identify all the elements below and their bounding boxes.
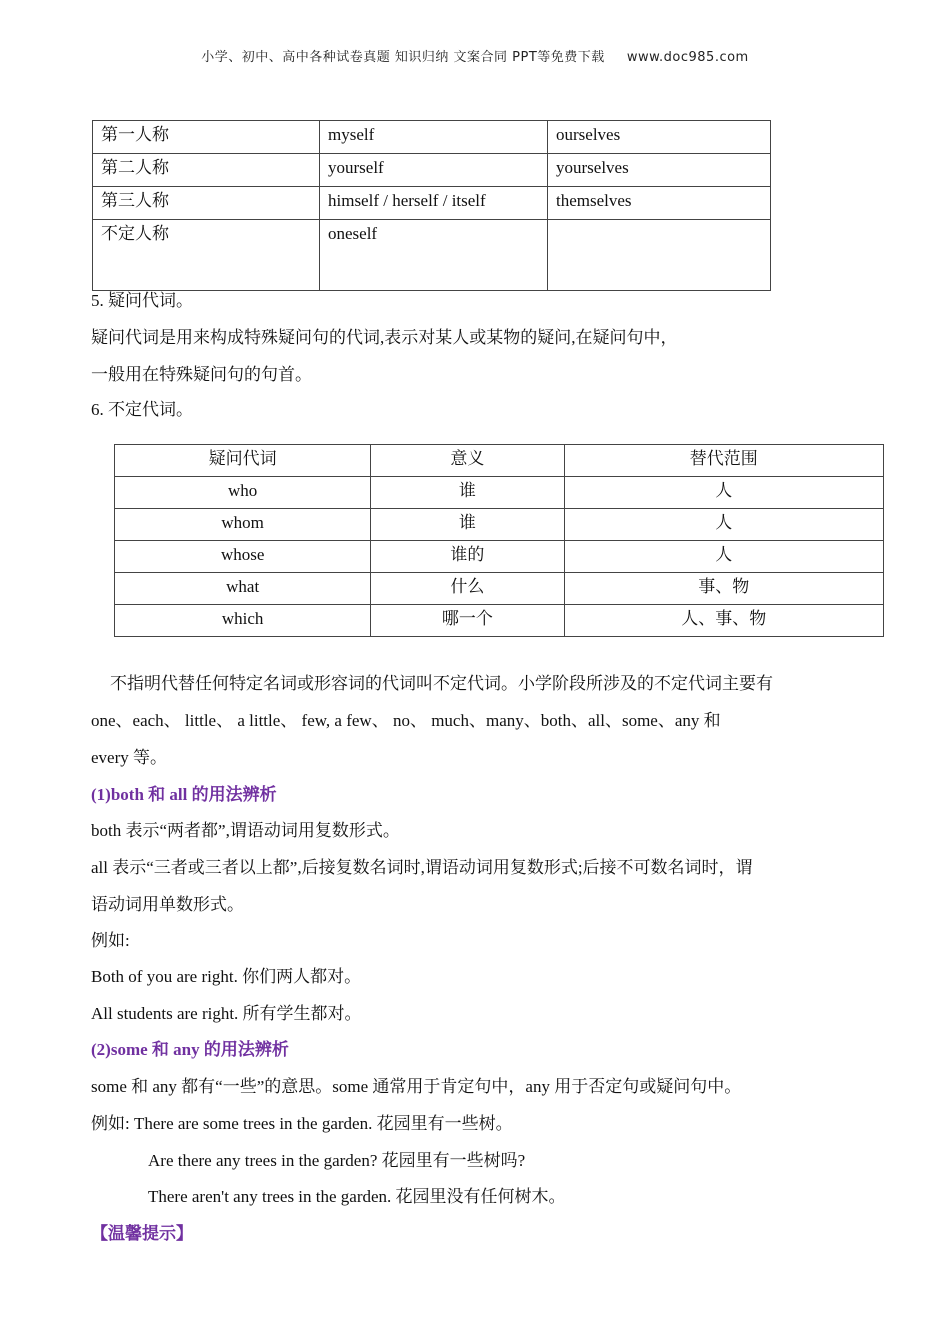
table-row xyxy=(115,477,884,509)
both-all-example-1: Both of you are right. 你们两人都对。 xyxy=(91,967,362,986)
table-cell: 第三人称 xyxy=(93,187,320,220)
indefinite-text-1: 不指明代替任何特定名词或形容词的代词叫不定代词。小学阶段所涉及的不定代词主要有 xyxy=(110,674,773,693)
table-cell: 第一人称 xyxy=(93,121,320,154)
table-header-cell: 疑问代词 xyxy=(115,445,371,477)
some-any-example-1: 例如: There are some trees in the garden. 花园里有一些树。 xyxy=(91,1114,513,1133)
some-any-text-1: some 和 any 都有“一些”的意思。some 通常用于肯定句中，any 用于否定句或疑问句中。 xyxy=(91,1077,742,1096)
header-site-link[interactable]: www.doc985.com xyxy=(626,50,749,65)
both-all-text-3: 语动词用单数形式。 xyxy=(91,895,244,914)
table-row xyxy=(93,154,771,187)
table-cell: whom xyxy=(115,509,371,541)
both-all-text-1: both 表示“两者都”,谓语动词用复数形式。 xyxy=(91,821,400,840)
table-cell: myself xyxy=(320,121,548,154)
table-header-row xyxy=(115,445,884,477)
table-cell: whose xyxy=(115,541,371,573)
table-cell: 不定人称 xyxy=(93,220,320,291)
table-cell: 哪一个 xyxy=(371,605,564,637)
table-cell: 人 xyxy=(564,477,884,509)
table-cell: yourselves xyxy=(548,154,771,187)
table-cell: 什么 xyxy=(371,573,564,605)
both-all-example-label: 例如: xyxy=(91,931,130,950)
table-cell: 谁的 xyxy=(371,541,564,573)
table-cell: oneself xyxy=(320,220,548,291)
interrogative-pronoun-table xyxy=(114,444,884,637)
table-row xyxy=(115,605,884,637)
table-cell: 第二人称 xyxy=(93,154,320,187)
table-cell: what xyxy=(115,573,371,605)
some-any-title: (2)some 和 any 的用法辨析 xyxy=(91,1040,289,1059)
table-cell: 人、事、物 xyxy=(564,605,884,637)
both-all-example-2: All students are right. 所有学生都对。 xyxy=(91,1004,362,1023)
some-any-example-2: Are there any trees in the garden? 花园里有一些树吗? xyxy=(148,1151,526,1170)
reflexive-pronoun-table xyxy=(92,120,771,291)
table-cell: 事、物 xyxy=(564,573,884,605)
table-header-cell: 替代范围 xyxy=(564,445,884,477)
table-cell: which xyxy=(115,605,371,637)
table-row xyxy=(93,121,771,154)
table-cell: themselves xyxy=(548,187,771,220)
section-5-heading: 5. 疑问代词。 xyxy=(91,291,193,310)
table-row xyxy=(115,509,884,541)
section-5-text-1: 疑问代词是用来构成特殊疑问句的代词,表示对某人或某物的疑问,在疑问句中， xyxy=(91,328,678,347)
table-cell: yourself xyxy=(320,154,548,187)
table-cell: 谁 xyxy=(371,509,564,541)
page-header xyxy=(0,46,950,65)
table-cell: who xyxy=(115,477,371,509)
header-text: 小学、初中、高中各种试卷真题 知识归纳 文案合同 PPT等免费下载 xyxy=(201,50,605,65)
both-all-title: (1)both 和 all 的用法辨析 xyxy=(91,785,277,804)
table-cell: 谁 xyxy=(371,477,564,509)
table-row xyxy=(93,187,771,220)
both-all-text-2: all 表示“三者或三者以上都”,后接复数名词时,谓语动词用复数形式;后接不可数名词时，谓 xyxy=(91,858,753,877)
table-cell: himself / herself / itself xyxy=(320,187,548,220)
table-row xyxy=(115,541,884,573)
section-6-heading: 6. 不定代词。 xyxy=(91,400,193,419)
table-header-cell: 意义 xyxy=(371,445,564,477)
indefinite-text-2: one、each、 little、 a little、 few, a few、 no、 much、many、both、all、some、any 和 xyxy=(91,711,721,730)
indefinite-text-3: every 等。 xyxy=(91,748,168,767)
table-cell: ourselves xyxy=(548,121,771,154)
section-5-text-2: 一般用在特殊疑问句的句首。 xyxy=(91,365,312,384)
tip-label: 【温馨提示】 xyxy=(91,1224,193,1243)
table-row xyxy=(115,573,884,605)
table-cell: 人 xyxy=(564,509,884,541)
table-cell: 人 xyxy=(564,541,884,573)
some-any-example-3: There aren't any trees in the garden. 花园里没有任何树木。 xyxy=(148,1187,566,1206)
table-cell xyxy=(548,220,771,291)
table-row xyxy=(93,220,771,291)
